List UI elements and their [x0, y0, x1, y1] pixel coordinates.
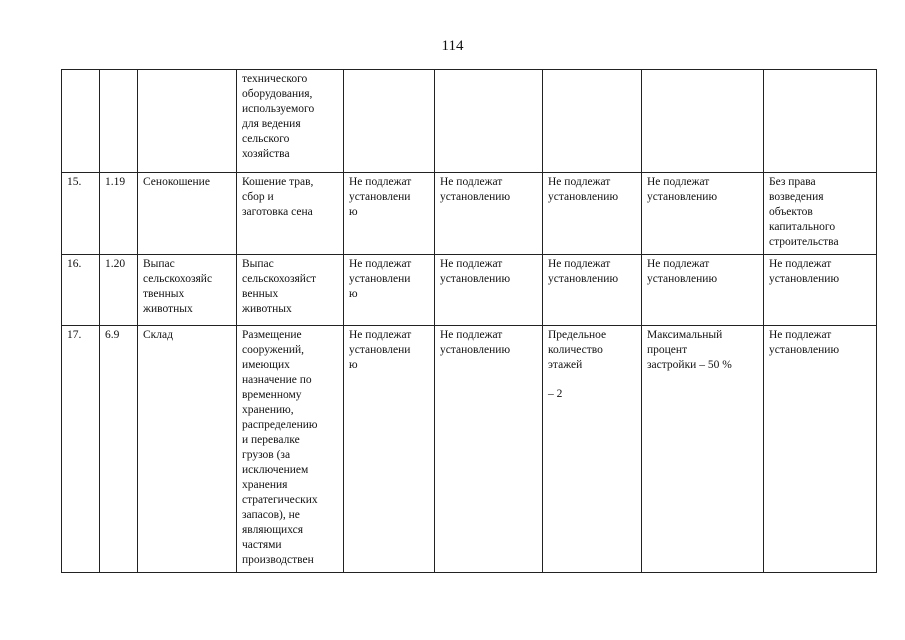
cell-text-line: сельского: [242, 133, 290, 145]
cell-text-line: Не подлежат: [647, 258, 710, 270]
use-name-cell: [138, 70, 237, 173]
cell-text-line: запасов), не: [242, 509, 300, 521]
param-col8-cell: [642, 70, 764, 173]
cell-text-line: хранению,: [242, 404, 294, 416]
param-col7-cell: [543, 326, 642, 573]
cell-text-line: установлени: [349, 191, 411, 203]
cell-text-line: Склад: [143, 329, 173, 341]
param-col5-cell: [344, 173, 435, 255]
cell-text-line: являющихся: [242, 524, 304, 536]
cell-text-line: сооружений,: [242, 344, 305, 356]
cell-text-line: сельскохозяйст: [242, 273, 317, 285]
cell-text-line: процент: [647, 344, 688, 356]
row-number-cell: [62, 70, 100, 173]
param-col7-cell: [543, 70, 642, 173]
cell-text-line: временному: [242, 389, 302, 401]
cell-text-line: Кошение трав,: [242, 176, 314, 188]
param-col7-cell: [543, 173, 642, 255]
cell-text-line: частями: [242, 539, 282, 551]
param-col8-cell: [642, 326, 764, 573]
cell-text-line: Размещение: [242, 329, 302, 341]
description-cell: [237, 70, 344, 173]
cell-text-line: сельскохозяйс: [143, 273, 213, 285]
cell-text-line: Не подлежат: [349, 258, 412, 270]
cell-text-line: венных: [242, 288, 279, 300]
cell-text-line: Выпас: [143, 258, 175, 270]
table-row: [62, 255, 877, 326]
cell-text-line: – 2: [548, 388, 563, 400]
cell-text-line: производствен: [242, 554, 314, 566]
cell-text-line: ю: [349, 206, 358, 218]
cell-text-line: установлению: [647, 191, 718, 203]
param-col5-cell: [344, 326, 435, 573]
use-code-cell: 6.9: [100, 326, 138, 573]
description-cell: [237, 326, 344, 573]
param-col9-cell: [764, 70, 877, 173]
cell-text-line: Не подлежат: [349, 329, 412, 341]
cell-text-line: установлению: [548, 273, 619, 285]
cell-text-line: количество: [548, 344, 603, 356]
cell-text-line: грузов (за: [242, 449, 291, 461]
cell-text-line: сбор и: [242, 191, 274, 203]
cell-text-line: ю: [349, 359, 358, 371]
cell-text-line: застройки – 50 %: [647, 359, 732, 371]
cell-text-line: оборудования,: [242, 88, 313, 100]
cell-text-line: Не подлежат: [440, 176, 503, 188]
param-col9-cell: [764, 326, 877, 573]
param-col6-cell: [435, 255, 543, 326]
row-number-cell: 17.: [62, 326, 100, 573]
row-number-cell: 16.: [62, 255, 100, 326]
param-col9-cell: [764, 173, 877, 255]
param-col6-cell: [435, 70, 543, 173]
cell-text-line: Не подлежат: [769, 258, 832, 270]
cell-text-line: установлению: [769, 273, 840, 285]
param-col7-cell: [543, 255, 642, 326]
cell-text-line: капитального: [769, 221, 836, 233]
cell-text-line: Не подлежат: [548, 176, 611, 188]
cell-text-line: этажей: [548, 359, 583, 371]
page-number: 114: [441, 38, 464, 54]
cell-text-line: технического: [242, 73, 308, 85]
cell-text-line: ю: [349, 288, 358, 300]
use-name-cell: [138, 255, 237, 326]
use-code-cell: 1.20: [100, 255, 138, 326]
cell-text-line: [548, 373, 636, 387]
cell-text-line: Не подлежат: [440, 329, 503, 341]
cell-text-line: установлению: [440, 273, 511, 285]
cell-text-line: Без права: [769, 176, 816, 188]
cell-text-line: стратегических: [242, 494, 318, 506]
table-body: [62, 70, 877, 573]
description-cell: [237, 173, 344, 255]
cell-text-line: Не подлежат: [647, 176, 710, 188]
param-col8-cell: [642, 173, 764, 255]
param-col5-cell: [344, 255, 435, 326]
cell-text-line: используемого: [242, 103, 315, 115]
cell-text-line: животных: [242, 303, 292, 315]
cell-text-line: Не подлежат: [440, 258, 503, 270]
cell-text-line: животных: [143, 303, 193, 315]
cell-text-line: исключением: [242, 464, 309, 476]
param-col9-cell: [764, 255, 877, 326]
use-code-cell: [100, 70, 138, 173]
table-row: [62, 326, 877, 573]
cell-text-line: хозяйства: [242, 148, 290, 160]
use-code-cell: 1.19: [100, 173, 138, 255]
cell-text-line: установлени: [349, 273, 411, 285]
table-row: [62, 173, 877, 255]
cell-text-line: установлению: [440, 191, 511, 203]
cell-text-line: назначение по: [242, 374, 312, 386]
cell-text-line: строительства: [769, 236, 839, 248]
use-name-cell: [138, 173, 237, 255]
description-cell: [237, 255, 344, 326]
param-col6-cell: [435, 173, 543, 255]
cell-text-line: хранения: [242, 479, 288, 491]
cell-text-line: установлению: [440, 344, 511, 356]
cell-text-line: установлению: [647, 273, 718, 285]
cell-text-line: установлению: [548, 191, 619, 203]
cell-text-line: для ведения: [242, 118, 301, 130]
param-col6-cell: [435, 326, 543, 573]
cell-text-line: Максимальный: [647, 329, 723, 341]
regulations-table: [61, 69, 877, 573]
param-col5-cell: [344, 70, 435, 173]
table-row: [62, 70, 877, 173]
cell-text-line: установлени: [349, 344, 411, 356]
row-number-cell: 15.: [62, 173, 100, 255]
cell-text-line: твенных: [143, 288, 185, 300]
cell-text-line: Выпас: [242, 258, 274, 270]
cell-text-line: Не подлежат: [349, 176, 412, 188]
cell-text-line: возведения: [769, 191, 824, 203]
cell-text-line: распределению: [242, 419, 318, 431]
cell-text-line: Не подлежат: [769, 329, 832, 341]
cell-text-line: Сенокошение: [143, 176, 210, 188]
cell-text-line: Не подлежат: [548, 258, 611, 270]
use-name-cell: [138, 326, 237, 573]
cell-text-line: Предельное: [548, 329, 607, 341]
cell-text-line: и перевалке: [242, 434, 300, 446]
param-col8-cell: [642, 255, 764, 326]
cell-text-line: установлению: [769, 344, 840, 356]
cell-text-line: имеющих: [242, 359, 290, 371]
cell-text-line: заготовка сена: [242, 206, 313, 218]
cell-text-line: объектов: [769, 206, 813, 218]
